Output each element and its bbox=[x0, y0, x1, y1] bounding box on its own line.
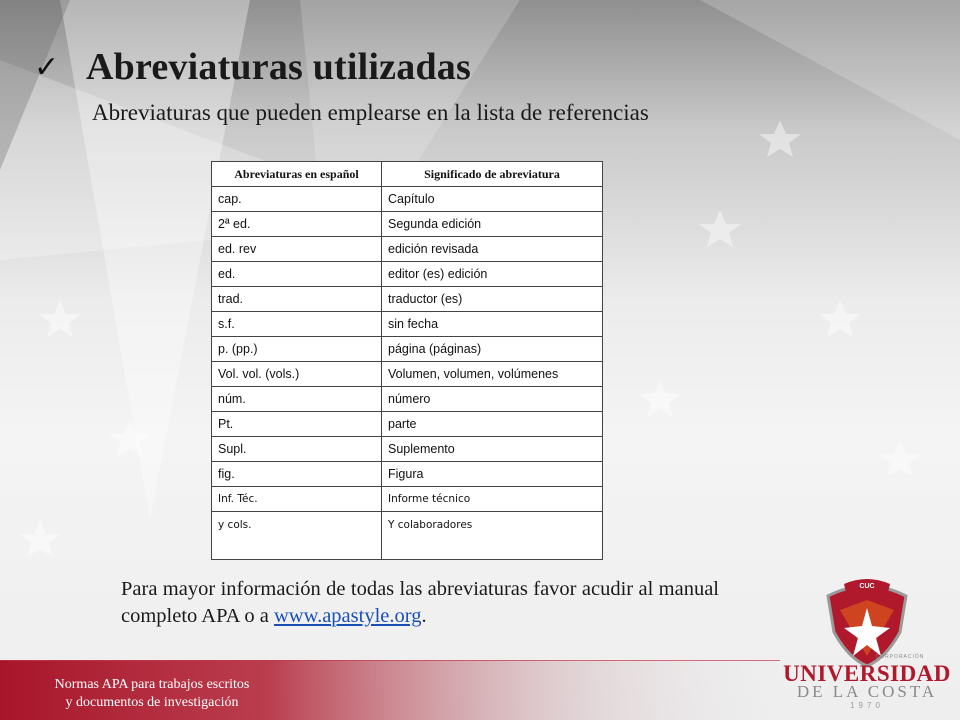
table-row bbox=[212, 312, 603, 337]
table-row bbox=[212, 362, 603, 387]
abbreviation-cell: s.f. bbox=[212, 312, 382, 337]
meaning-cell: Capítulo bbox=[382, 187, 603, 212]
table-row bbox=[212, 512, 603, 560]
table-row bbox=[212, 287, 603, 312]
abbreviation-cell: núm. bbox=[212, 387, 382, 412]
abbreviation-cell: y cols. bbox=[212, 512, 382, 560]
subtitle: Abreviaturas que pueden emplearse en la lista de referencias bbox=[92, 100, 649, 125]
abbreviation-cell: 2ª ed. bbox=[212, 212, 382, 237]
abbreviation-cell: Vol. vol. (vols.) bbox=[212, 362, 382, 387]
meaning-cell: editor (es) edición bbox=[382, 262, 603, 287]
table-row bbox=[212, 187, 603, 212]
title-row bbox=[34, 42, 471, 92]
logo-name-line-2: DE LA COSTA bbox=[796, 682, 938, 701]
info-note bbox=[121, 576, 719, 630]
meaning-cell: Suplemento bbox=[382, 437, 603, 462]
table-row bbox=[212, 462, 603, 487]
footer-line-2: y documentos de investigación bbox=[65, 695, 239, 710]
page-title: Abreviaturas utilizadas bbox=[86, 46, 471, 88]
abbreviations-table bbox=[211, 161, 603, 560]
meaning-cell: Figura bbox=[382, 462, 603, 487]
meaning-cell: número bbox=[382, 387, 603, 412]
table-header-cell: Abreviaturas en español bbox=[212, 162, 382, 187]
logo-badge-text: CUC bbox=[859, 583, 875, 590]
logo-year: 1970 bbox=[850, 701, 884, 710]
meaning-cell: Volumen, volumen, volúmenes bbox=[382, 362, 603, 387]
meaning-cell: sin fecha bbox=[382, 312, 603, 337]
table-row bbox=[212, 387, 603, 412]
meaning-cell: Segunda edición bbox=[382, 212, 603, 237]
logo-name-line-1: UNIVERSIDAD bbox=[783, 661, 951, 686]
meaning-cell: traductor (es) bbox=[382, 287, 603, 312]
meaning-cell: página (páginas) bbox=[382, 337, 603, 362]
table-row bbox=[212, 487, 603, 512]
table-header-row bbox=[212, 162, 603, 187]
abbreviation-cell: ed. bbox=[212, 262, 382, 287]
abbreviation-cell: ed. rev bbox=[212, 237, 382, 262]
meaning-cell: Informe técnico bbox=[382, 487, 603, 512]
info-note-end: . bbox=[421, 605, 427, 627]
university-logo bbox=[782, 570, 952, 710]
abbreviation-cell: Inf. Téc. bbox=[212, 487, 382, 512]
table-row bbox=[212, 437, 603, 462]
table-row bbox=[212, 212, 603, 237]
meaning-cell: edición revisada bbox=[382, 237, 603, 262]
logo-arc-text: CORPORACIÓN bbox=[875, 654, 925, 660]
table-row bbox=[212, 262, 603, 287]
table-row bbox=[212, 337, 603, 362]
abbreviation-cell: Pt. bbox=[212, 412, 382, 437]
table-row bbox=[212, 237, 603, 262]
abbreviation-cell: trad. bbox=[212, 287, 382, 312]
table-header-cell: Significado de abreviatura bbox=[382, 162, 603, 187]
apastyle-link[interactable]: www.apastyle.org bbox=[274, 605, 422, 627]
footer-line-1: Normas APA para trabajos escritos bbox=[54, 677, 250, 692]
meaning-cell: Y colaboradores bbox=[382, 512, 603, 560]
shield-emblem-icon bbox=[828, 579, 906, 666]
checkmark-icon: ✓ bbox=[34, 49, 60, 85]
abbreviation-cell: p. (pp.) bbox=[212, 337, 382, 362]
abbreviation-cell: fig. bbox=[212, 462, 382, 487]
abbreviation-cell: cap. bbox=[212, 187, 382, 212]
abbreviation-cell: Supl. bbox=[212, 437, 382, 462]
info-note-text: Para mayor información de todas las abreviaturas favor acudir al manual completo APA o a bbox=[121, 578, 719, 627]
table-row bbox=[212, 412, 603, 437]
footer-caption bbox=[36, 676, 268, 712]
meaning-cell: parte bbox=[382, 412, 603, 437]
